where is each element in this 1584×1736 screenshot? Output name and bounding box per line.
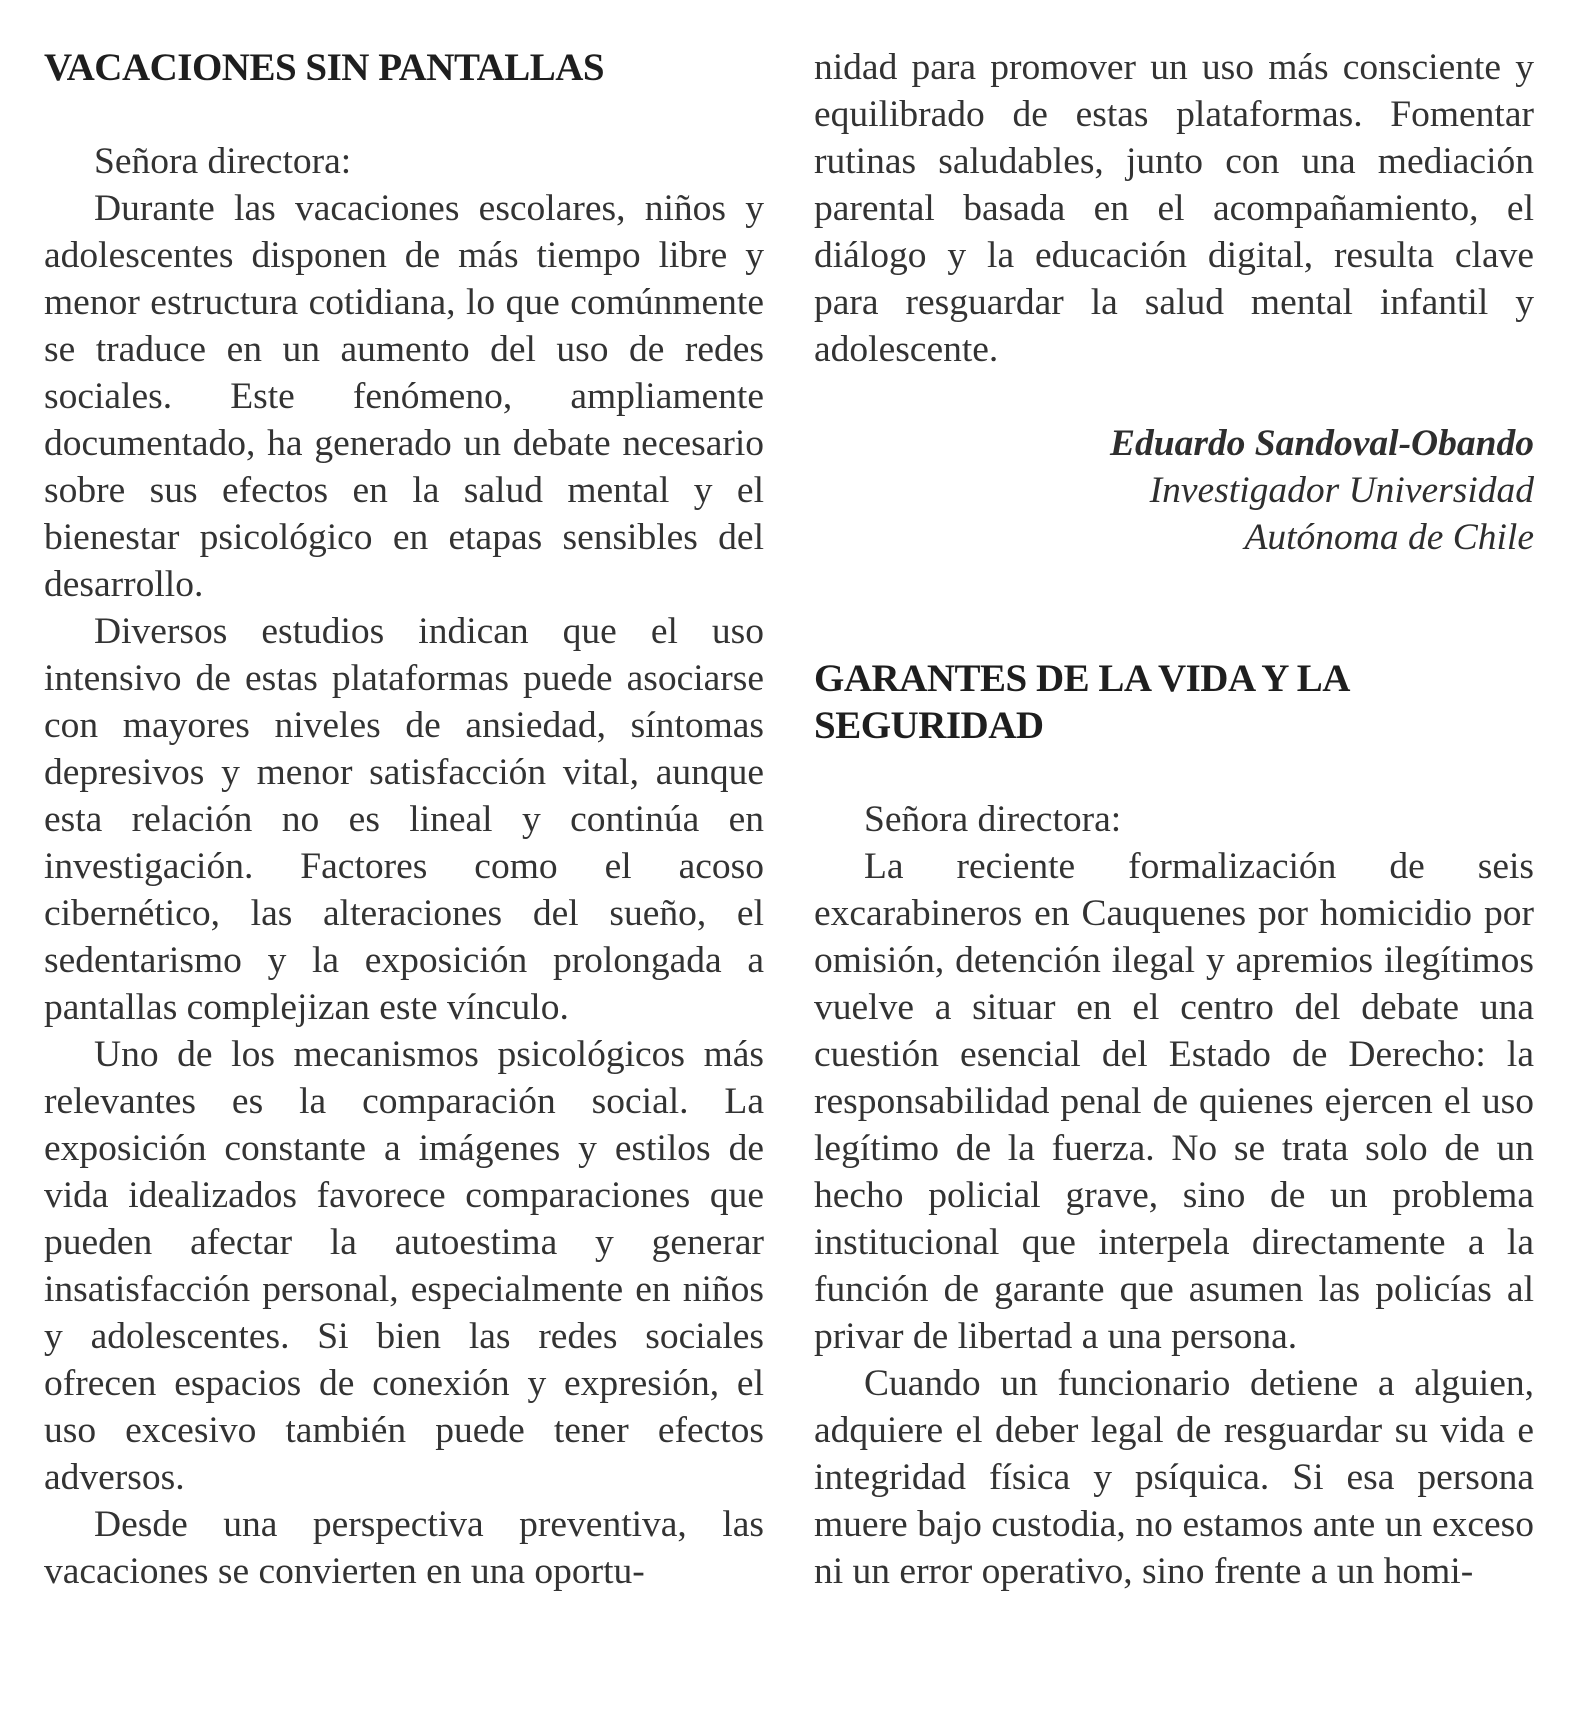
- letter-headline: [814, 655, 1534, 749]
- letter-paragraph: La reciente formalización de seis excarabineros en Cauquenes por homicidio por omisión, detención ilegal y apremios ilegítimos vuelve a situar en el centro del debate una cuestión esencial del Estado de Derecho: la responsabilidad penal de quienes ejercen el uso legítimo de la fuerza. No se trata solo de un hecho policial grave, sino de un problema institucional que interpela directamente a la función de garante que asumen las policías al privar de libertad a una persona.: [814, 846, 1534, 1357]
- signature-name: Eduardo Sandoval-Obando: [1109, 423, 1534, 464]
- letter-paragraph: Diversos estudios indican que el uso intensivo de estas plataformas puede asociarse con mayores niveles de ansiedad, síntomas depresivos y menor satisfacción vital, aunque esta relación no es lineal y continúa en investigación. Factores como el acoso cibernético, las alteraciones del sueño, el sedentarismo y la exposición prolongada a pantallas complejizan este vínculo.: [44, 611, 764, 1028]
- right-column: [814, 44, 1534, 1595]
- cropped-top-text: [44, 0, 724, 10]
- salutation: Señora directora:: [864, 799, 1122, 840]
- letter-paragraph: Durante las vacaciones escolares, niños y adolescentes disponen de más tiempo libre y menor estructura cotidiana, lo que comúnmente se traduce en un aumento del uso de redes sociales. Este fenómeno, ampliamente documentado, ha generado un debate necesario sobre sus efectos en la salud mental y el bienestar psicológico en etapas sensibles del desarrollo.: [44, 188, 764, 605]
- salutation: Señora directora:: [94, 141, 352, 182]
- headline-line: SEGURIDAD: [814, 704, 1044, 747]
- letter-paragraph-continuation: nidad para promover un uso más consciente y equilibrado de estas plataformas. Fomentar rutinas saludables, junto con una mediación parental basada en el acompañamiento, el diálogo y la educación digital, resulta clave para resguardar la salud mental infantil y adolescente.: [814, 47, 1534, 370]
- letter-paragraph: Cuando un funcionario detiene a alguien, adquiere el deber legal de resguardar su vida e integridad física y psíquica. Si esa persona muere bajo custodia, no estamos ante un exceso ni un error operativo, sino frente a un homi-: [814, 1363, 1534, 1592]
- letter-headline: VACACIONES SIN PANTALLAS: [44, 46, 605, 89]
- left-column: [44, 44, 764, 1595]
- signature-title: Investigador Universidad: [1149, 470, 1534, 511]
- letter-paragraph: Uno de los mecanismos psicológicos más relevantes es la comparación social. La exposición constante a imágenes y estilos de vida idealizados favorece comparaciones que pueden afectar la autoestima y generar insatisfacción personal, especialmente en niños y adolescentes. Si bien las redes sociales ofrecen espacios de conexión y expresión, el uso excesivo también puede tener efectos adversos.: [44, 1034, 764, 1498]
- letter-paragraph: Desde una perspectiva preventiva, las vacaciones se convierten en una oportu-: [44, 1504, 764, 1592]
- headline-line: GARANTES DE LA VIDA Y LA: [814, 657, 1350, 700]
- signature-title: Autónoma de Chile: [1244, 517, 1534, 558]
